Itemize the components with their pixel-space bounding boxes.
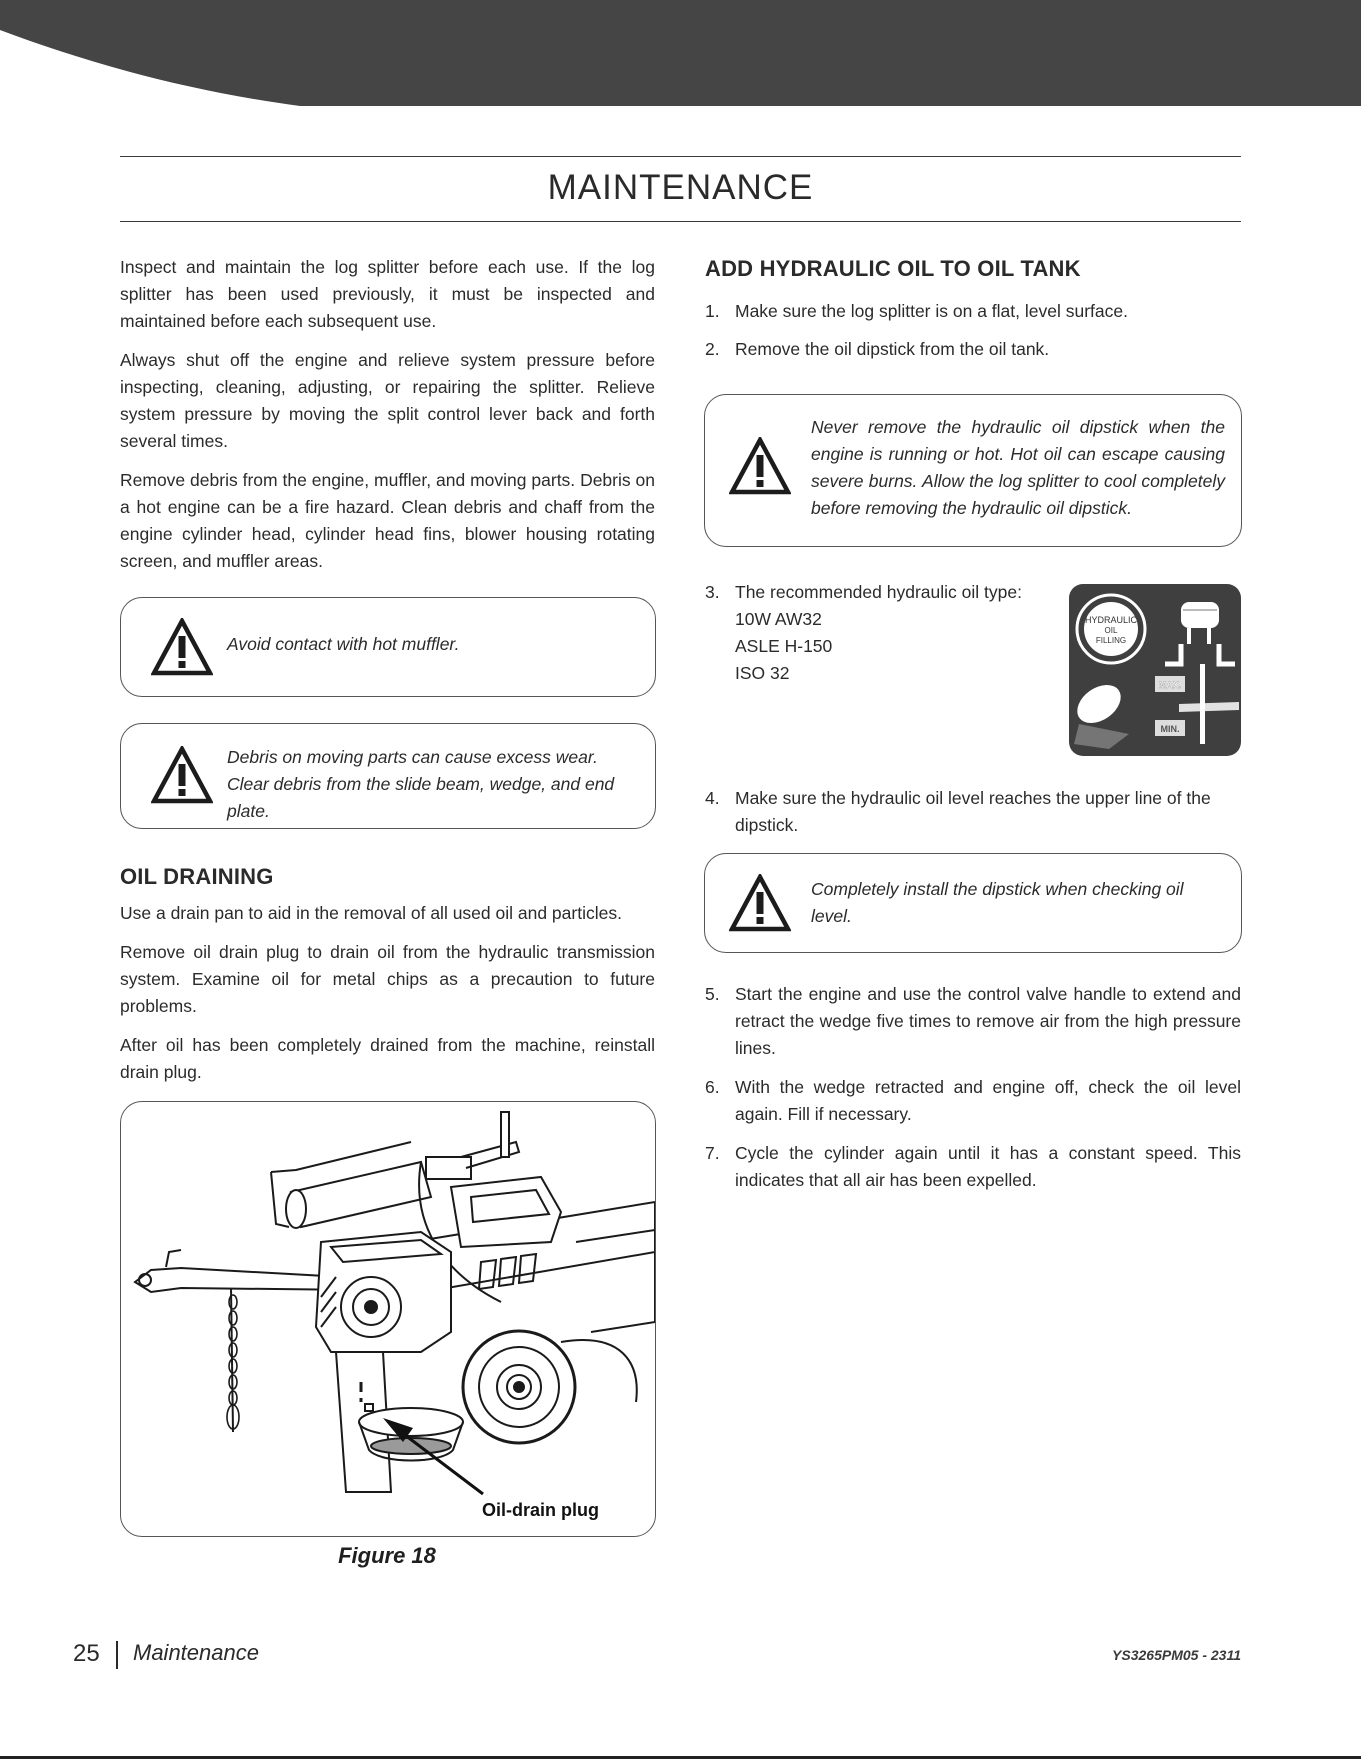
warning-text: Avoid contact with hot muffler. bbox=[227, 634, 460, 654]
section-heading: ADD HYDRAULIC OIL TO OIL TANK bbox=[705, 256, 1081, 281]
step-number: 3. bbox=[705, 582, 720, 602]
figure-callout-label: Oil-drain plug bbox=[482, 1500, 599, 1520]
list-item bbox=[705, 785, 1241, 839]
step-text: Remove the oil dipstick from the oil tank. bbox=[735, 339, 1050, 359]
step-3 bbox=[705, 579, 1065, 687]
document-code: YS3265PM05 - 2311 bbox=[1112, 1647, 1241, 1663]
badge-text: HYDRAULIC bbox=[1084, 615, 1138, 625]
page-number: 25 bbox=[73, 1640, 100, 1667]
max-label: MAX. bbox=[1158, 680, 1182, 690]
steps-list bbox=[705, 785, 1241, 839]
paragraph: After oil has been completely drained from the machine, reinstall drain plug. bbox=[120, 1035, 655, 1082]
title-top-rule bbox=[120, 156, 1241, 157]
step-number: 5. bbox=[705, 984, 720, 1004]
badge-text: FILLING bbox=[1095, 636, 1127, 645]
warning-triangle-icon bbox=[151, 618, 213, 676]
step-number: 6. bbox=[705, 1077, 720, 1097]
warning-box-muffler bbox=[120, 597, 656, 697]
warning-text: Never remove the hydraulic oil dipstick when the engine is running or hot. Hot oil can escape causing severe burns. Allow the log splitter to cool completely before removing the hydraulic oil dipstick. bbox=[811, 417, 1225, 518]
footer-divider bbox=[116, 1641, 118, 1669]
step-number: 1. bbox=[705, 301, 720, 321]
paragraph: Always shut off the engine and relieve system pressure before inspecting, cleaning, adjusting, or repairing the splitter. Relieve system pressure by moving the split control lever back and forth several times. bbox=[120, 350, 655, 451]
steps-5-7 bbox=[705, 981, 1241, 1194]
header-band bbox=[0, 0, 1361, 110]
warning-box-debris bbox=[120, 723, 656, 829]
log-splitter-illustration bbox=[121, 1102, 655, 1536]
warning-box-dipstick-hot bbox=[704, 394, 1242, 547]
min-label: MIN. bbox=[1160, 724, 1180, 734]
list-item bbox=[705, 336, 1241, 363]
paragraph: Remove oil drain plug to drain oil from the hydraulic transmission system. Examine oil for metal chips as a precaution to future problems. bbox=[120, 942, 655, 1016]
oil-type: ASLE H-150 bbox=[735, 636, 833, 656]
oil-type: ISO 32 bbox=[735, 663, 790, 683]
paragraph: Remove debris from the engine, muffler, and moving parts. Debris on a hot engine can be a fire hazard. Clean debris and chaff from the engine cylinder head, cylinder head fins, blower housing rotating screen, and muffler areas. bbox=[120, 470, 655, 571]
step-text: The recommended hydraulic oil type: bbox=[735, 582, 1022, 602]
steps-list bbox=[705, 981, 1241, 1194]
oil-type: 10W AW32 bbox=[735, 609, 822, 629]
right-section-top bbox=[705, 256, 1241, 363]
warning-triangle-icon bbox=[729, 874, 791, 932]
figure-18-box bbox=[120, 1101, 656, 1537]
steps-list bbox=[705, 579, 1065, 687]
footer-section: Maintenance bbox=[133, 1640, 259, 1665]
steps-list bbox=[705, 298, 1241, 363]
list-item bbox=[705, 981, 1241, 1062]
bottom-border bbox=[0, 1756, 1361, 1759]
list-item bbox=[705, 1074, 1241, 1128]
warning-triangle-icon bbox=[151, 746, 213, 804]
title-bottom-rule bbox=[120, 221, 1241, 222]
left-intro bbox=[120, 254, 655, 587]
step-4 bbox=[705, 785, 1241, 839]
hydraulic-oil-filling-image bbox=[1069, 584, 1241, 756]
step-number: 4. bbox=[705, 788, 720, 808]
list-item bbox=[705, 1140, 1241, 1194]
step-number: 7. bbox=[705, 1143, 720, 1163]
warning-text: Completely install the dipstick when checking oil level. bbox=[811, 879, 1184, 926]
badge-text: OIL bbox=[1104, 626, 1118, 635]
section-heading: OIL DRAINING bbox=[120, 864, 274, 889]
warning-triangle-icon bbox=[729, 437, 791, 495]
step-text: With the wedge retracted and engine off, check the oil level again. Fill if necessary. bbox=[735, 1077, 1241, 1124]
paragraph: Use a drain pan to aid in the removal of all used oil and particles. bbox=[120, 903, 622, 923]
step-text: Make sure the hydraulic oil level reaches the upper line of the dipstick. bbox=[735, 788, 1211, 835]
list-item bbox=[705, 579, 1065, 687]
list-item bbox=[705, 298, 1241, 325]
figure-caption: Figure 18 bbox=[338, 1543, 436, 1568]
warning-box-dipstick-install bbox=[704, 853, 1242, 953]
step-text: Start the engine and use the control valve handle to extend and retract the wedge five times to remove air from the high pressure lines. bbox=[735, 984, 1241, 1058]
paragraph: Inspect and maintain the log splitter before each use. If the log splitter has been used previously, it must be inspected and maintained before each subsequent use. bbox=[120, 257, 655, 331]
page-title: MAINTENANCE bbox=[547, 168, 814, 207]
oil-draining-section bbox=[120, 864, 655, 1098]
step-text: Cycle the cylinder again until it has a constant speed. This indicates that all air has been expelled. bbox=[735, 1143, 1241, 1190]
step-text: Make sure the log splitter is on a flat, level surface. bbox=[735, 301, 1128, 321]
step-number: 2. bbox=[705, 339, 720, 359]
warning-text: Debris on moving parts can cause excess wear. Clear debris from the slide beam, wedge, and end plate. bbox=[227, 747, 615, 821]
